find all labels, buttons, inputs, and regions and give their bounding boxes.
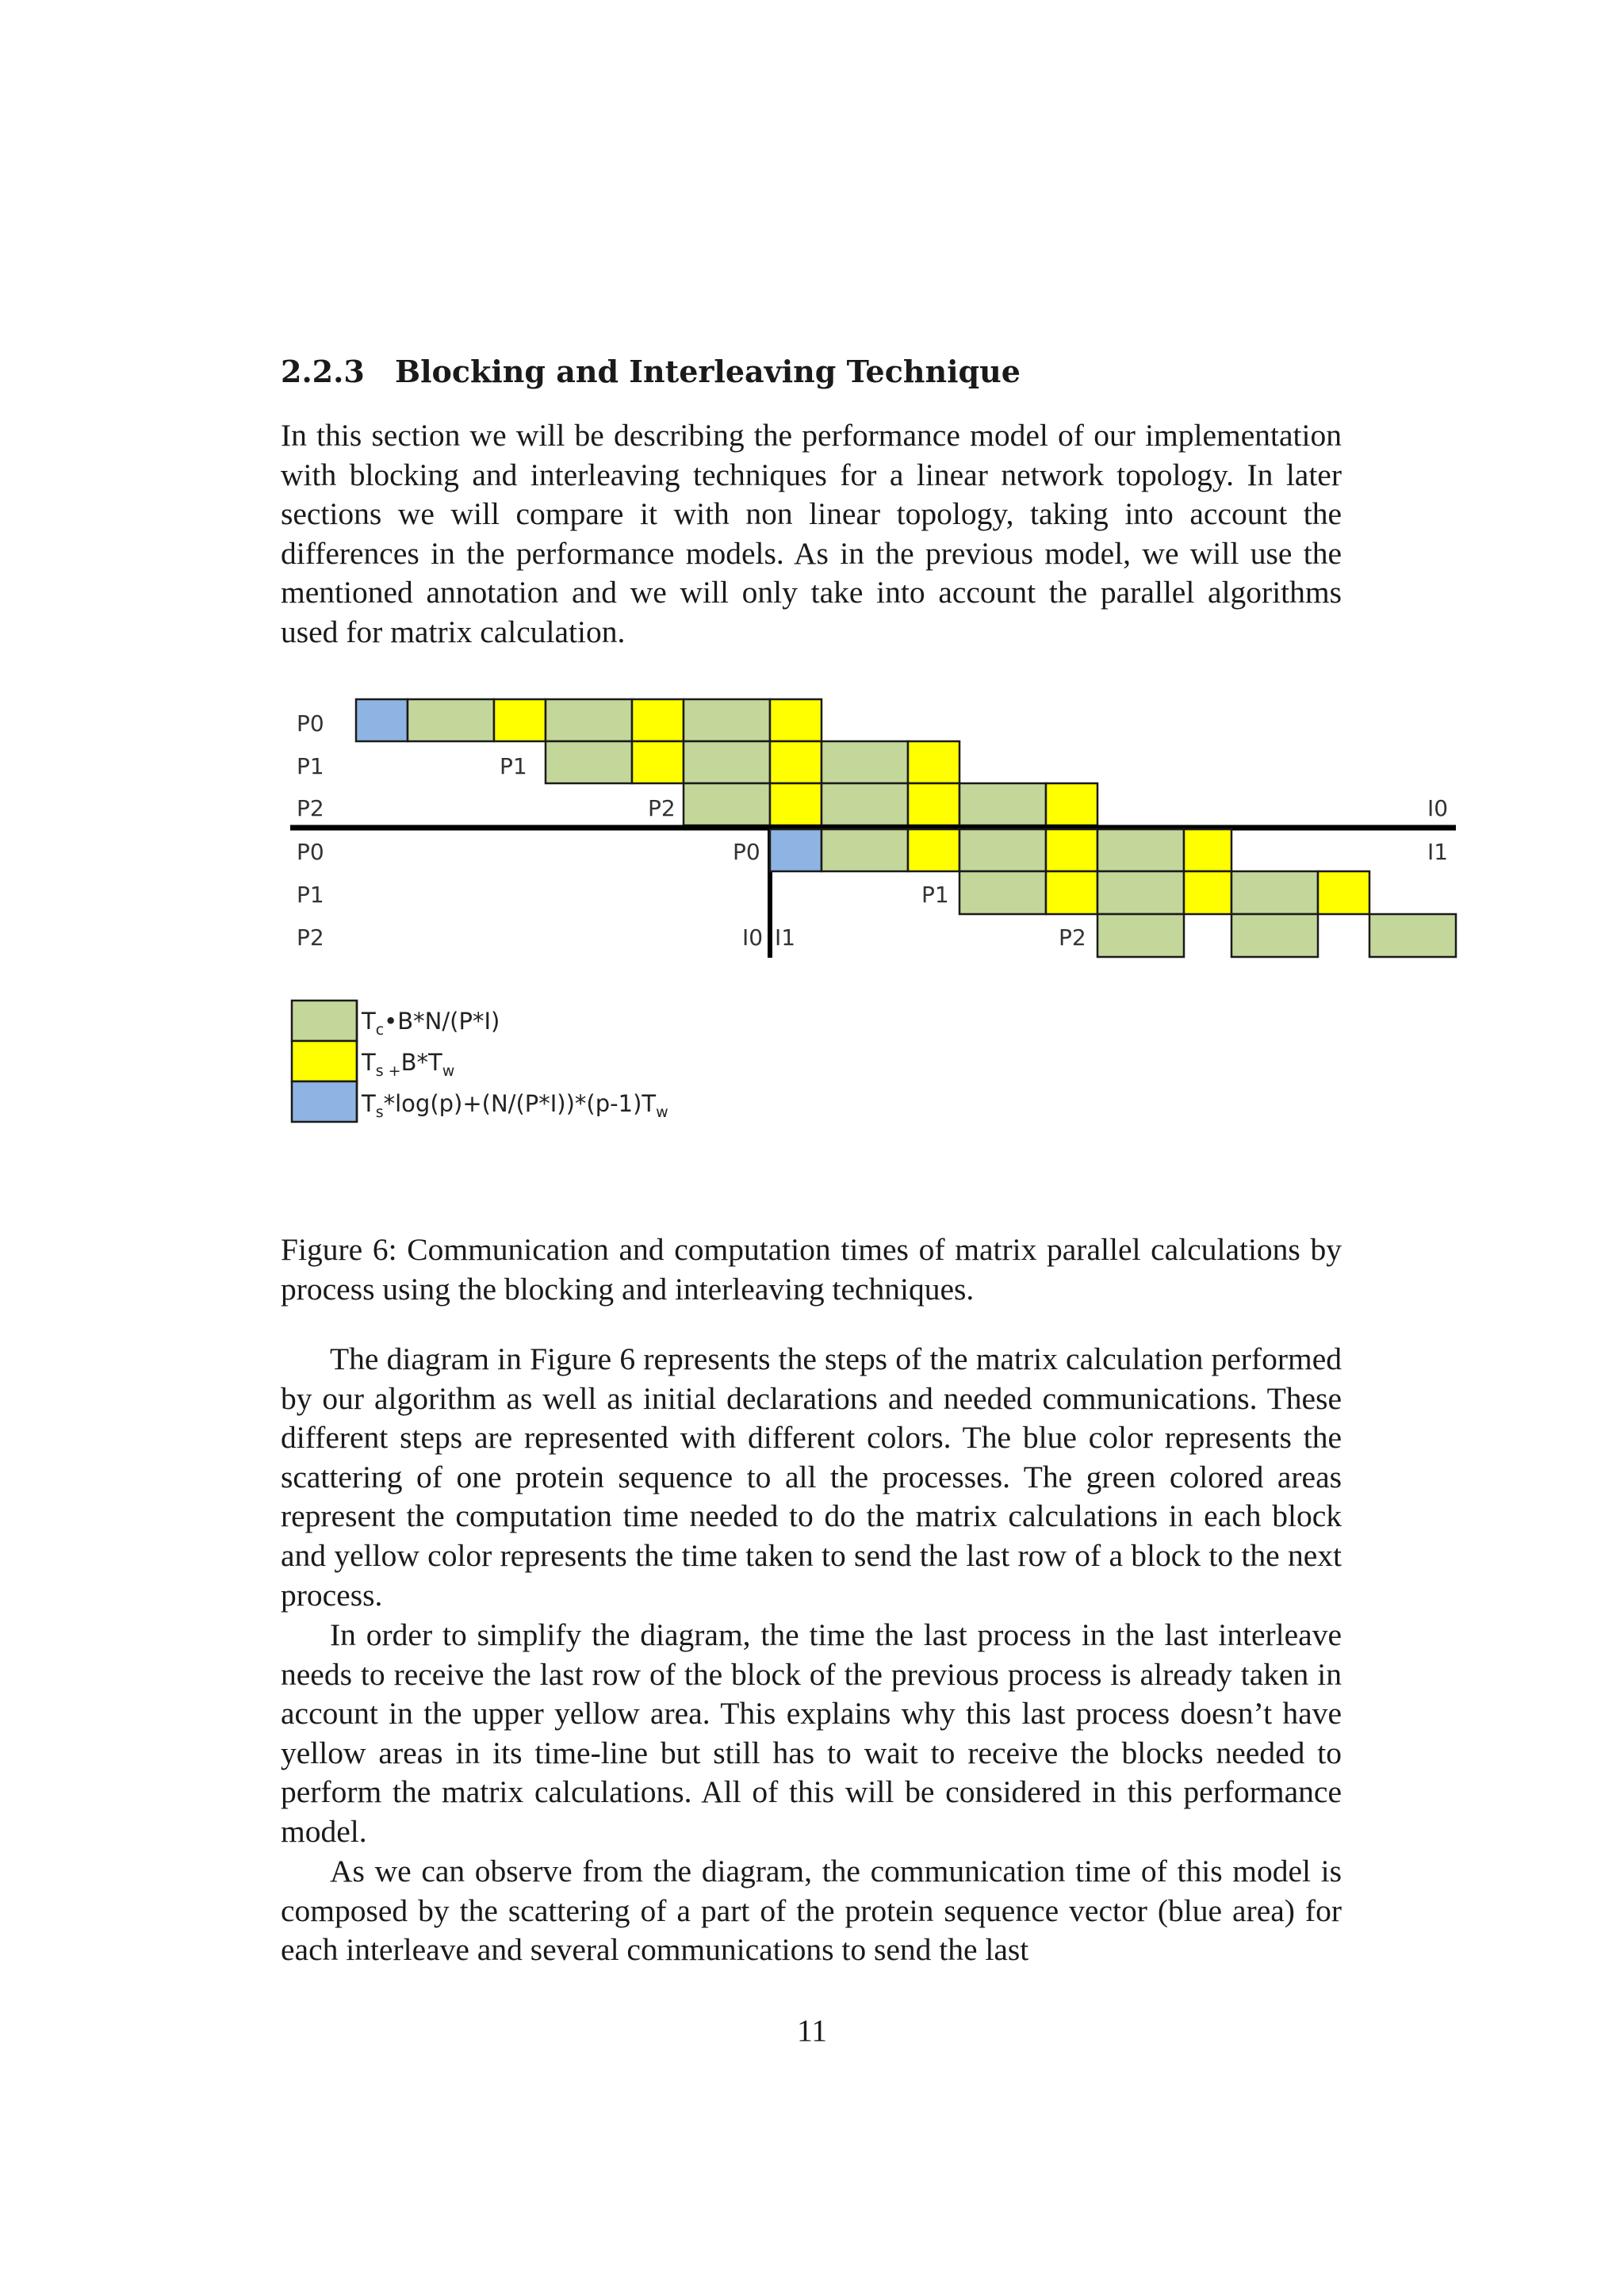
blue-scatter-block — [356, 699, 408, 741]
green-compute-block — [822, 829, 908, 871]
inline-label-p2-bottom: P2 — [1059, 924, 1086, 951]
green-compute-block — [1097, 871, 1184, 914]
row-label-p2-top: P2 — [297, 795, 324, 821]
green-compute-block — [1231, 871, 1318, 914]
section-number: 2.2.3 — [281, 354, 365, 389]
page-number: 11 — [796, 2013, 828, 2048]
row-label-p1-bottom: P1 — [297, 882, 324, 908]
green-compute-block — [684, 741, 770, 783]
legend-label-scatter: $T_s*\log(p)+(N/(P*I))*(p-1)T_w$ — [362, 1090, 668, 1121]
green-compute-block — [959, 829, 1046, 871]
green-compute-block — [959, 871, 1046, 914]
green-compute-block — [822, 741, 908, 783]
yellow-comm-block — [632, 741, 684, 783]
green-compute-block — [1097, 914, 1184, 957]
legend-swatch-blue — [292, 1081, 357, 1122]
section-heading — [281, 352, 1343, 392]
interleave-label-i0-bottom: I0 — [742, 924, 764, 951]
yellow-comm-block — [1046, 829, 1097, 871]
inline-label-p1-top: P1 — [500, 753, 527, 779]
inline-label-p2-top: P2 — [648, 795, 676, 821]
green-compute-block — [1097, 829, 1184, 871]
yellow-comm-block — [770, 699, 822, 741]
body-paragraph: As we can observe from the diagram, the communication time of this model is composed by the scattering of a part of the protein sequence vector (blue area) for each interleave and several communications to send the last — [281, 1854, 1342, 1968]
yellow-comm-block — [908, 783, 959, 825]
yellow-comm-block — [908, 829, 959, 871]
legend-label-communication: $T_{s +}B*T_w$ — [362, 1049, 455, 1080]
intro-paragraph: In this section we will be describing the performance model of our implementation with blocking and interleaving techniques for a linear network topology. In later sections we will compare it with non linear topology, taking into account the differences in the performance models. As in the previous model, we will use the mentioned annotation and we will only take into account the parallel algorithms used for matrix calculation. — [281, 418, 1342, 649]
green-compute-block — [546, 741, 632, 783]
legend-label-computation: $T_c•B*N/(P*I)$ — [362, 1008, 500, 1039]
interleave-label-i1-bottom: I1 — [775, 924, 796, 951]
yellow-comm-block — [632, 699, 684, 741]
green-compute-block — [1231, 914, 1318, 957]
legend-swatch-green — [292, 1001, 357, 1041]
yellow-comm-block — [1184, 829, 1231, 871]
body-paragraph: The diagram in Figure 6 represents the steps of the matrix calculation performed by our algorithm as well as initial declarations and needed communications. These different steps are represented with different colors. The blue color represents the scattering of one protein sequence to all the processes. The green colored areas represent the computation time needed to do the matrix calculations in each block and yellow color represents the time taken to send the last row of a block to the next process. — [281, 1341, 1342, 1613]
green-compute-block — [822, 783, 908, 825]
row-label-p1-top: P1 — [297, 753, 324, 779]
inline-label-p1-bottom: P1 — [921, 882, 949, 908]
blue-scatter-block — [770, 829, 822, 871]
row-label-p0-bottom: P0 — [297, 839, 324, 865]
yellow-comm-block — [1184, 871, 1231, 914]
yellow-comm-block — [494, 699, 546, 741]
green-compute-block — [1369, 914, 1456, 957]
interleave-label-i0: I0 — [1427, 795, 1449, 821]
section-title: Blocking and Interleaving Technique — [395, 354, 1021, 389]
green-compute-block — [959, 783, 1046, 825]
yellow-comm-block — [1318, 871, 1369, 914]
yellow-comm-block — [908, 741, 959, 783]
row-label-p0-top: P0 — [297, 710, 324, 737]
yellow-comm-block — [770, 783, 822, 825]
green-compute-block — [684, 699, 770, 741]
row-label-p2-bottom: P2 — [297, 924, 324, 951]
green-compute-block — [684, 783, 770, 825]
green-compute-block — [546, 699, 632, 741]
body-paragraph: In order to simplify the diagram, the time the last process in the last interleave needs to receive the last row of the block of the previous process is already taken in account in the upper yellow area. This explains why this last process doesn’t have yellow areas in its time-line but still has to wait to receive the blocks needed to perform the matrix calculations. All of this will be considered in this performance model. — [281, 1617, 1342, 1849]
inline-label-p0-bottom: P0 — [733, 839, 760, 865]
legend-swatch-yellow — [292, 1041, 357, 1081]
yellow-comm-block — [1046, 783, 1097, 825]
yellow-comm-block — [770, 741, 822, 783]
yellow-comm-block — [1046, 871, 1097, 914]
interleave-label-i1: I1 — [1427, 839, 1449, 865]
figure-caption: Figure 6: Communication and computation times of matrix parallel calculations by process using the blocking and interleaving techniques. — [281, 1232, 1342, 1307]
green-compute-block — [408, 699, 494, 741]
